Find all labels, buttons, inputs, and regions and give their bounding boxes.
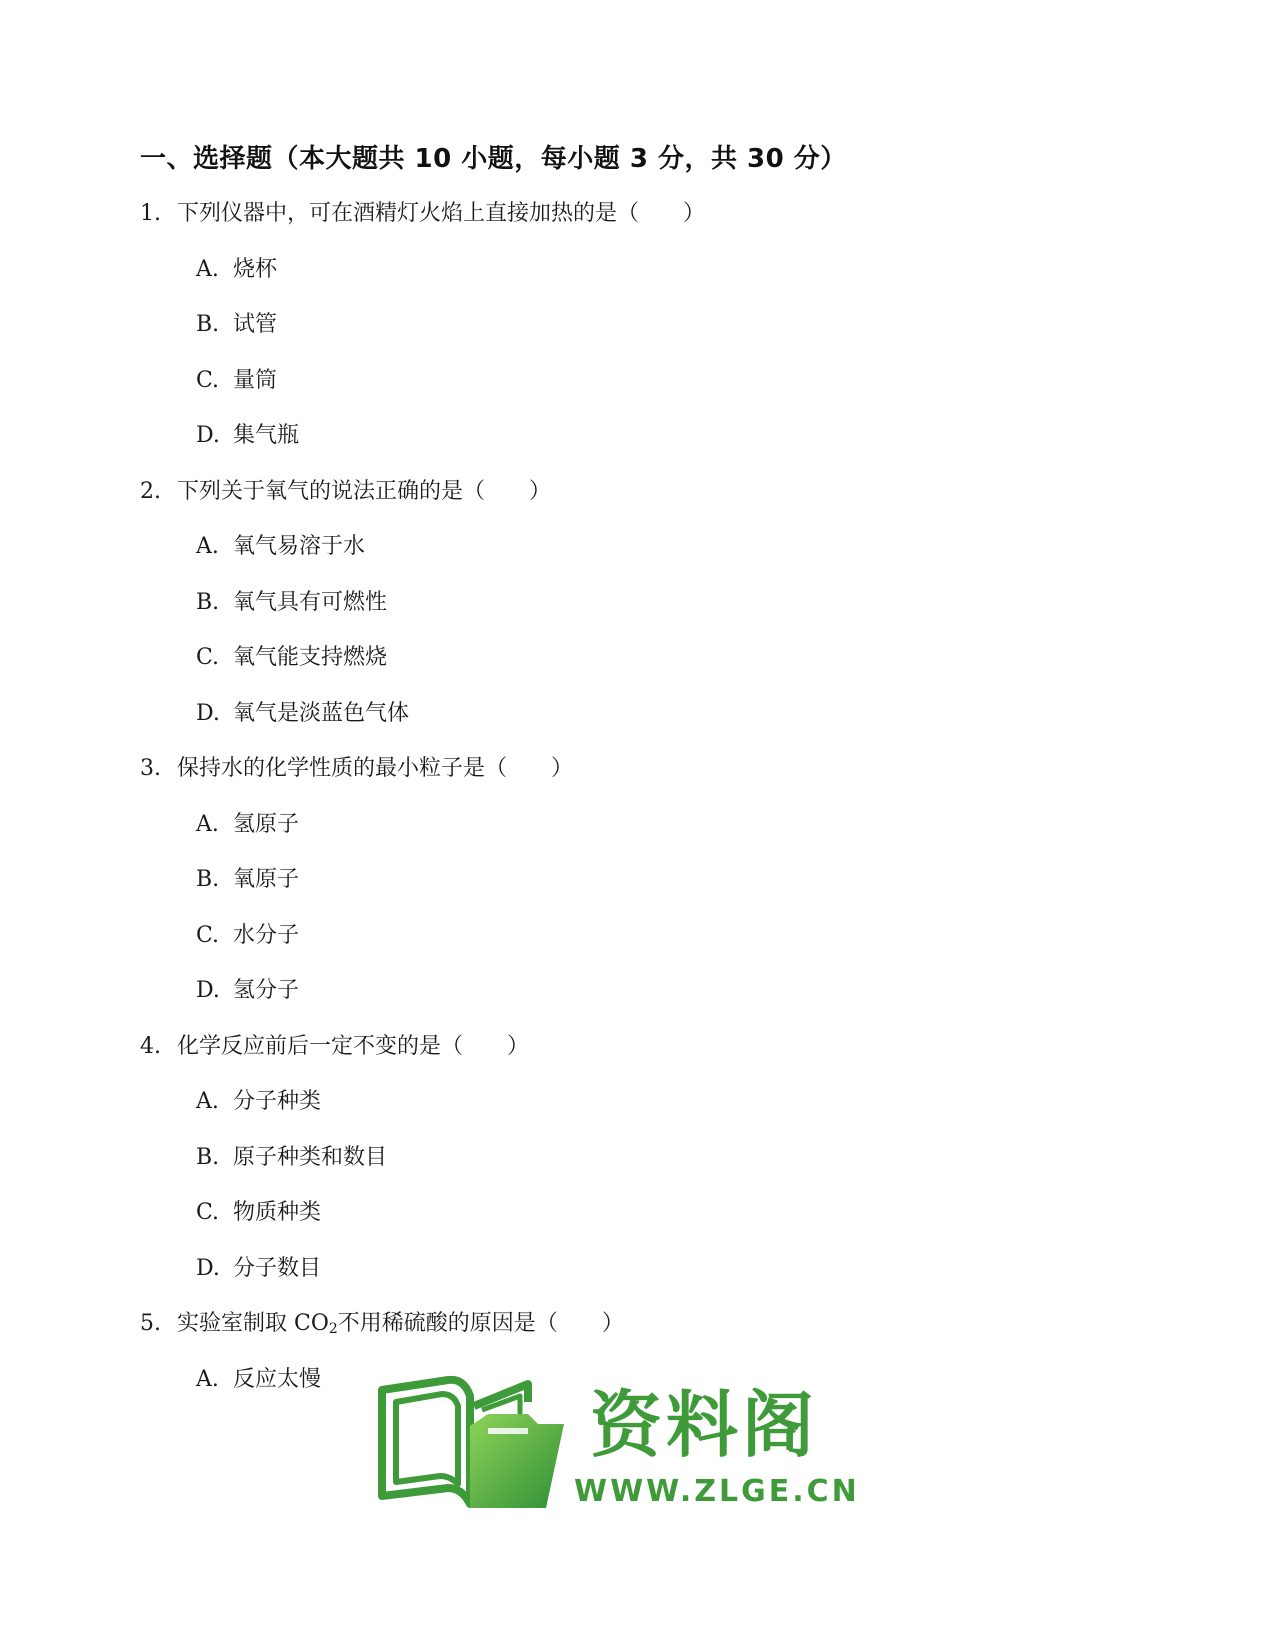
option-text: 烧杯 — [233, 256, 278, 282]
option-item — [0, 408, 1275, 464]
option-text: 集气瓶 — [233, 423, 300, 448]
option-text: 量筒 — [233, 367, 278, 393]
question-stem — [0, 186, 1275, 242]
option-item — [0, 963, 1275, 1019]
option-item — [0, 575, 1275, 631]
option-text: 氧气具有可燃性 — [233, 589, 388, 615]
option-item — [0, 1241, 1275, 1297]
question-list — [0, 186, 1275, 1407]
option-item — [0, 1185, 1275, 1241]
answer-blank: （ ） — [485, 756, 574, 781]
option-letter: B. — [196, 589, 220, 615]
option-text: 反应太慢 — [233, 1366, 322, 1392]
option-item — [0, 908, 1275, 964]
question-stem — [0, 1296, 1275, 1352]
option-letter: D. — [196, 700, 220, 726]
question-stem — [0, 464, 1275, 520]
question-number: 3. — [140, 756, 161, 781]
question-number: 2. — [140, 478, 161, 504]
option-item — [0, 242, 1275, 298]
option-item — [0, 297, 1275, 353]
option-letter: C. — [196, 367, 220, 393]
option-text: 原子种类和数目 — [233, 1144, 388, 1170]
answer-blank: （ ） — [535, 1311, 624, 1336]
open-book-logo-icon — [378, 1376, 568, 1514]
question-stem — [0, 741, 1275, 797]
option-text: 氧气是淡蓝色气体 — [233, 700, 410, 726]
option-text: 水分子 — [233, 922, 300, 948]
option-text: 分子数目 — [233, 1255, 322, 1281]
option-item — [0, 519, 1275, 575]
option-letter: D. — [196, 1255, 220, 1281]
option-letter: C. — [196, 1200, 220, 1225]
option-item — [0, 1074, 1275, 1130]
option-text: 氧气能支持燃烧 — [233, 645, 388, 670]
question-number: 1. — [140, 201, 161, 226]
option-text: 分子种类 — [233, 1089, 322, 1114]
watermark-url: WWW.ZLGE.CN — [574, 1474, 860, 1509]
answer-blank: （ ） — [617, 201, 706, 226]
option-item — [0, 797, 1275, 853]
option-letter: A. — [196, 811, 219, 837]
question-text: 化学反应前后一定不变的是 — [177, 1033, 442, 1059]
question-text: 保持水的化学性质的最小粒子是 — [177, 756, 486, 781]
watermark — [378, 1376, 860, 1516]
option-item — [0, 686, 1275, 742]
option-item — [0, 1130, 1275, 1186]
question-number: 5. — [140, 1311, 161, 1336]
option-text: 试管 — [233, 312, 278, 337]
question-text: 下列仪器中，可在酒精灯火焰上直接加热的是 — [177, 201, 618, 226]
watermark-brand-name: 资料阁 — [590, 1383, 819, 1467]
option-letter: B. — [196, 1144, 220, 1170]
section-title: 一、选择题（本大题共 10 小题，每小题 3 分，共 30 分） — [140, 144, 847, 174]
option-text: 氧气易溶于水 — [233, 534, 366, 559]
option-item — [0, 852, 1275, 908]
question-number: 4. — [140, 1033, 161, 1059]
option-item — [0, 630, 1275, 686]
subscript: 2 — [328, 1321, 338, 1337]
option-letter: D. — [196, 423, 220, 448]
option-letter: B. — [196, 312, 220, 337]
answer-blank: （ ） — [441, 1033, 530, 1059]
option-letter: A. — [196, 534, 219, 559]
option-text: 氧原子 — [233, 867, 300, 892]
question-text: 下列关于氧气的说法正确的是 — [177, 478, 464, 504]
option-letter: C. — [196, 922, 220, 948]
question-text-continued: 不用稀硫酸的原因是 — [337, 1311, 536, 1336]
question-text: 实验室制取 CO — [177, 1311, 329, 1336]
option-letter: B. — [196, 867, 220, 892]
option-text: 氢分子 — [233, 978, 300, 1003]
option-letter: A. — [196, 1366, 219, 1392]
option-letter: A. — [196, 1089, 219, 1114]
option-text: 物质种类 — [233, 1200, 322, 1225]
option-letter: C. — [196, 645, 220, 670]
option-text: 氢原子 — [233, 811, 300, 837]
option-letter: A. — [196, 256, 219, 282]
option-item — [0, 353, 1275, 409]
answer-blank: （ ） — [463, 478, 552, 504]
option-letter: D. — [196, 978, 220, 1003]
question-stem — [0, 1019, 1275, 1075]
